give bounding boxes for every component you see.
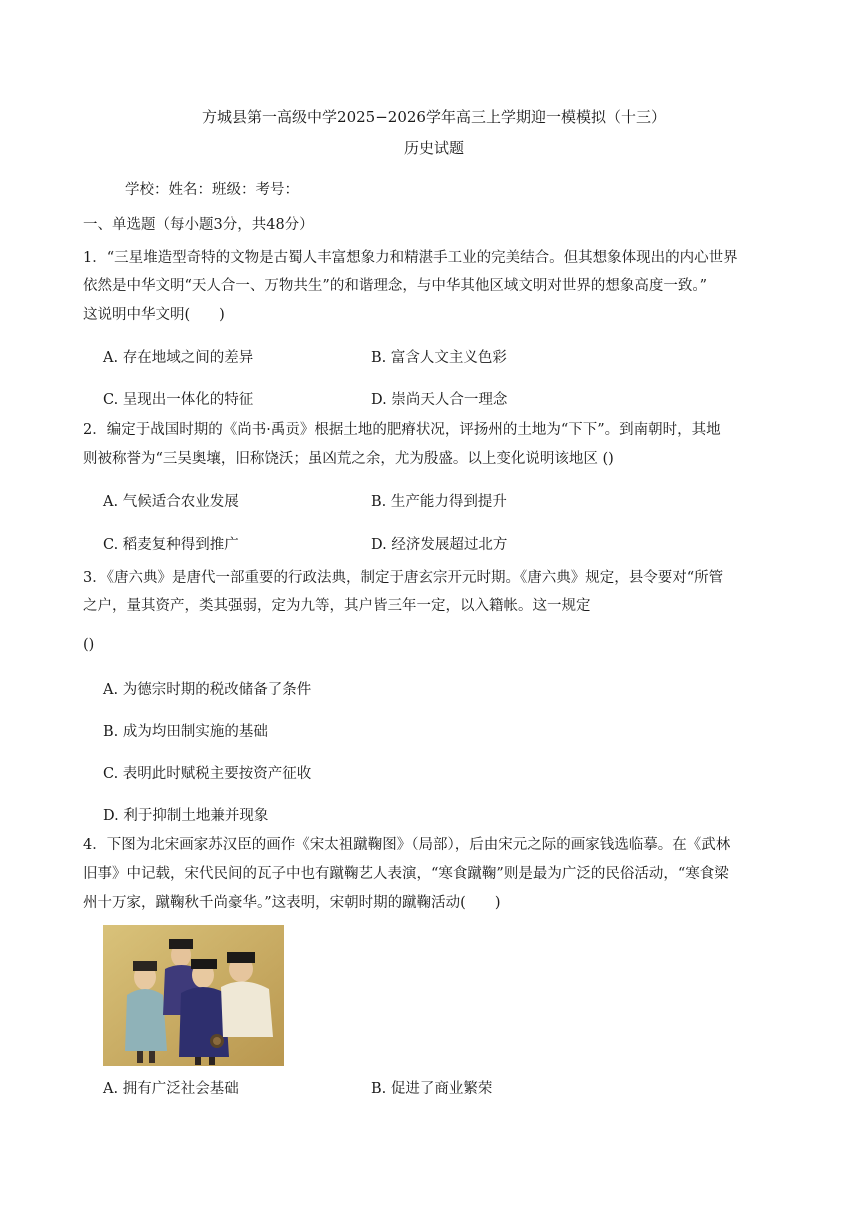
- option-a: A. 气候适合农业发展: [103, 494, 239, 510]
- option-b: B. 促进了商业繁荣: [371, 1081, 493, 1097]
- question-stem-line: 4．下图为北宋画家苏汉臣的画作《宋太祖蹴鞠图》（局部），后由宋元之际的画家钱选临摹。在《武林: [83, 837, 731, 853]
- option-b: B. 富含人文主义色彩: [371, 350, 507, 366]
- option-b: B. 成为均田制实施的基础: [103, 724, 268, 740]
- question-stem-line: 这说明中华文明( ): [83, 307, 225, 323]
- question-stem-line: 2．编定于战国时期的《尚书·禹贡》根据土地的肥瘠状况，评扬州的土地为“下下”。到南朝时，其地: [83, 422, 721, 438]
- option-c: C. 呈现出一体化的特征: [103, 392, 254, 408]
- cuju-painting-image: [103, 925, 284, 1066]
- option-c: C. 表明此时赋税主要按资产征收: [103, 766, 312, 782]
- section-heading: 一、单选题（每小题3分，共48分）: [83, 217, 314, 233]
- question-stem-line: 1．“三星堆造型奇特的文物是古蜀人丰富想象力和精湛手工业的完美结合。但其想象体现出的内心世界: [83, 250, 738, 266]
- question-stem-line: 则被称誉为“三吴奥壤，旧称饶沃；虽凶荒之余，尤为殷盛。以上变化说明该地区 (): [83, 451, 614, 467]
- option-a: A. 为德宗时期的税改储备了条件: [103, 682, 312, 698]
- option-b: B. 生产能力得到提升: [371, 494, 507, 510]
- option-a: A. 存在地域之间的差异: [103, 350, 254, 366]
- question-stem-line: 依然是中华文明“天人合一、万物共生”的和谐理念，与中华其他区域文明对世界的想象高度一致。”: [83, 278, 707, 294]
- question-stem-line: 旧事》中记载，宋代民间的瓦子中也有蹴鞠艺人表演，“寒食蹴鞠”则是最为广泛的民俗活动，“寒食梁: [83, 866, 729, 882]
- option-d: D. 利于抑制土地兼并现象: [103, 808, 269, 824]
- student-info-line: 学校：姓名：班级：考号：: [125, 182, 299, 198]
- exam-subtitle: 历史试题: [403, 139, 464, 157]
- question-stem-line: (): [83, 637, 95, 653]
- question-stem-line: 之户，量其资产，类其强弱，定为九等，其户皆三年一定，以入籍帐。这一规定: [83, 598, 591, 614]
- option-c: C. 稻麦复种得到推广: [103, 537, 239, 553]
- question-stem-line: 3．《唐六典》是唐代一部重要的行政法典，制定于唐玄宗开元时期。《唐六典》规定，县令要对“所管: [83, 570, 724, 586]
- exam-title: 方城县第一高级中学2025−2026学年高三上学期迎一模模拟（十三）: [202, 108, 666, 126]
- option-d: D. 经济发展超过北方: [371, 537, 508, 553]
- option-d: D. 崇尚天人合一理念: [371, 392, 508, 408]
- question-stem-line: 州十万家，蹴鞠秋千尚豪华。”这表明，宋朝时期的蹴鞠活动( ): [83, 895, 501, 911]
- option-a: A. 拥有广泛社会基础: [103, 1081, 239, 1097]
